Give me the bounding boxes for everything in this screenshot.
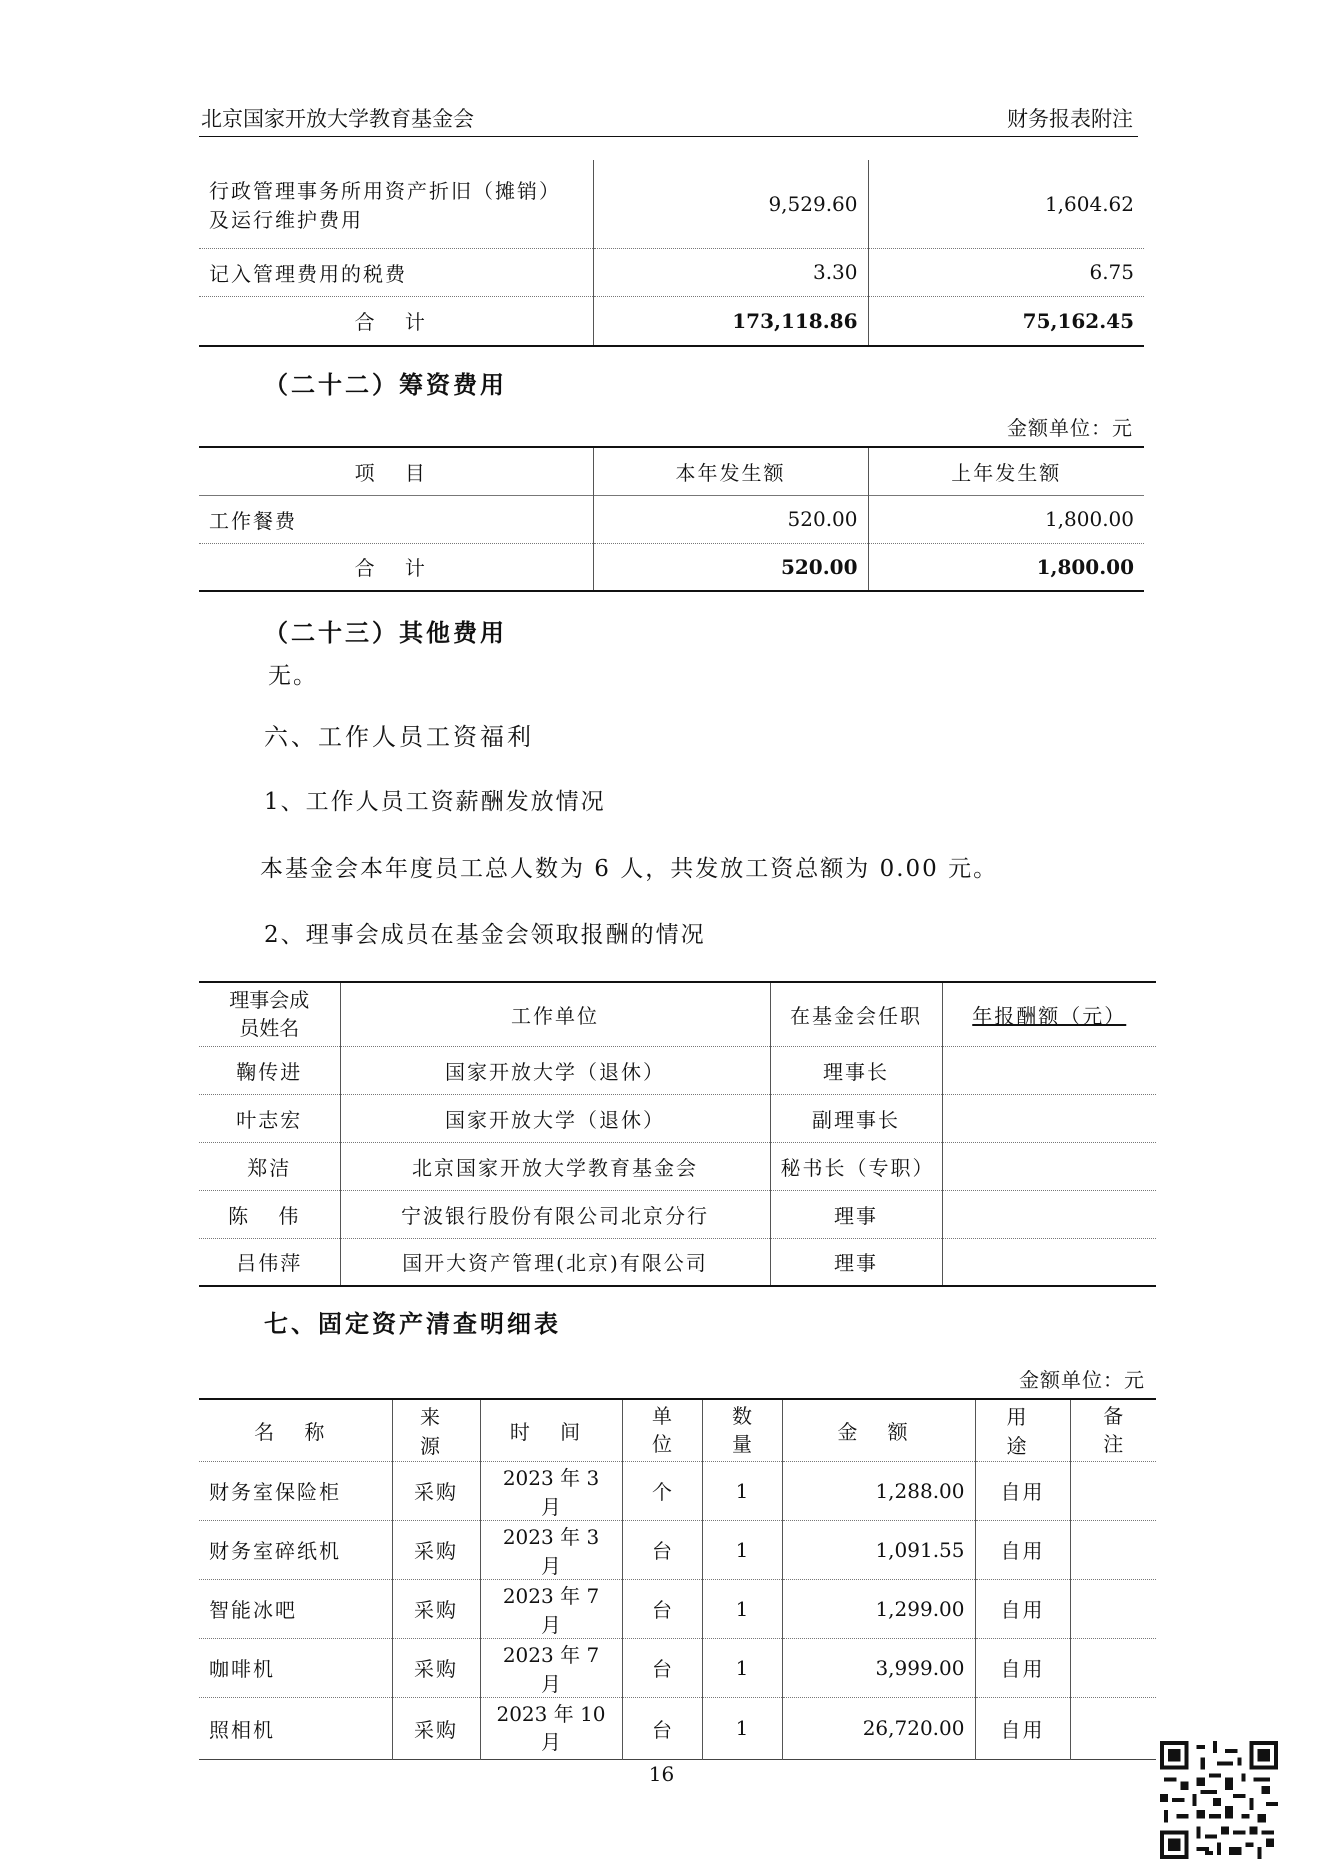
total-row [199,296,1144,346]
asset-use: 自用 [975,1638,1070,1697]
member-pay [942,1238,1156,1286]
total-previous: 1,800.00 [868,543,1144,591]
member-unit: 国家开放大学（退休） [340,1094,770,1142]
col-header-unit-l1: 单 [652,1404,672,1429]
asset-use: 自用 [975,1579,1070,1638]
row-previous: 6.75 [868,248,1144,296]
section-6-para1: 本基金会本年度员工总人数为 6 人，共发放工资总额为 0.00 元。 [260,856,999,882]
table-header-row [199,982,1156,1046]
member-pay [942,1190,1156,1238]
table-row [199,1697,1156,1759]
asset-note [1070,1461,1156,1520]
col-header-unit-l2: 位 [652,1432,672,1457]
row-current: 3.30 [593,248,868,296]
asset-note [1070,1520,1156,1579]
section-7-title: 七、固定资产清查明细表 [264,1309,561,1338]
row-current: 9,529.60 [593,160,868,248]
table-row [199,1461,1156,1520]
asset-time: 2023 年 7 月 [480,1579,622,1638]
asset-time: 2023 年 3 月 [480,1461,622,1520]
asset-time: 2023 年 7 月 [480,1638,622,1697]
section-22-unit: 金额单位：元 [1007,416,1133,440]
member-name: 鞠传进 [236,1059,303,1084]
asset-source: 采购 [392,1638,480,1697]
col-header-unit: 工作单位 [340,982,770,1046]
member-name: 叶志宏 [236,1107,303,1132]
col-header-name-line1: 理事会成 [229,988,310,1013]
asset-time-l1: 2023 年 10 [496,1702,606,1726]
member-unit: 北京国家开放大学教育基金会 [340,1142,770,1190]
asset-source: 采购 [392,1520,480,1579]
col-header-use: 用 途 [975,1399,1070,1461]
asset-unit: 台 [622,1520,702,1579]
table-row [199,160,1144,248]
col-header-item: 项 目 [354,460,437,485]
table-row [199,495,1144,543]
section-6-sub2: 2、理事会成员在基金会领取报酬的情况 [264,922,706,948]
total-label: 合 计 [354,310,437,335]
header-doc-title: 财务报表附注 [1007,107,1133,131]
col-header-qty-l2: 量 [732,1432,752,1457]
row-item-line2: 及运行维护费用 [209,207,363,232]
asset-source: 采购 [392,1461,480,1520]
col-header-note-l1: 备 [1103,1404,1124,1429]
header-rule [199,136,1138,137]
asset-source: 采购 [392,1697,480,1759]
total-previous: 75,162.45 [868,296,1144,346]
board-compensation-table [199,981,1156,1287]
member-unit: 国家开放大学（退休） [340,1046,770,1094]
asset-name: 咖啡机 [209,1657,275,1681]
member-pay [942,1094,1156,1142]
section-7-unit: 金额单位：元 [1019,1368,1145,1392]
asset-unit: 台 [622,1638,702,1697]
member-unit: 宁波银行股份有限公司北京分行 [340,1190,770,1238]
section-22-title: （二十二）筹资费用 [264,370,507,399]
section-23-title: （二十三）其他费用 [264,618,507,647]
asset-note [1070,1579,1156,1638]
asset-source: 采购 [392,1579,480,1638]
page-number: 16 [648,1762,675,1786]
asset-name: 财务室保险柜 [209,1480,341,1504]
table-header-row [199,447,1144,495]
asset-qty: 1 [702,1520,782,1579]
col-header-qty-l1: 数 [732,1404,752,1429]
asset-use: 自用 [975,1520,1070,1579]
asset-time-l2: 月 [541,1730,561,1754]
col-header-position: 在基金会任职 [770,982,942,1046]
col-header-current: 本年发生额 [593,447,868,495]
col-header-time: 时 间 [480,1399,622,1461]
asset-unit: 个 [622,1461,702,1520]
col-header-name-line2: 员姓名 [239,1016,300,1041]
member-position: 理事长 [770,1046,942,1094]
asset-note [1070,1638,1156,1697]
asset-qty: 1 [702,1697,782,1759]
col-header-pay: 年报酬额（元） [972,1003,1127,1028]
table-row [199,1520,1156,1579]
member-name: 陈 伟 [228,1203,311,1228]
table-row [199,1238,1156,1286]
member-position: 副理事长 [770,1094,942,1142]
asset-note [1070,1697,1156,1759]
table-row [199,1579,1156,1638]
asset-unit: 台 [622,1579,702,1638]
row-item: 记入管理费用的税费 [209,261,407,286]
asset-amount: 26,720.00 [782,1697,975,1759]
admin-expense-table [199,160,1144,347]
col-header-source: 来 源 [392,1399,480,1461]
member-name: 吕伟萍 [236,1251,303,1276]
member-position: 秘书长（专职） [770,1142,942,1190]
member-pay [942,1046,1156,1094]
row-previous: 1,800.00 [868,495,1144,543]
asset-use: 自用 [975,1697,1070,1759]
row-previous: 1,604.62 [868,160,1144,248]
table-row [199,248,1144,296]
member-unit: 国开大资产管理(北京)有限公司 [340,1238,770,1286]
asset-amount: 1,288.00 [782,1461,975,1520]
member-position: 理事 [770,1238,942,1286]
asset-qty: 1 [702,1579,782,1638]
asset-use: 自用 [975,1461,1070,1520]
table-row [199,1190,1156,1238]
col-header-amount: 金 额 [782,1399,975,1461]
asset-name: 财务室碎纸机 [209,1539,341,1563]
member-position: 理事 [770,1190,942,1238]
col-header-note-l2: 注 [1103,1432,1124,1457]
col-header-name: 名 称 [254,1419,337,1444]
asset-time: 2023 年 3 月 [480,1520,622,1579]
col-header-previous: 上年发生额 [868,447,1144,495]
table-row [199,1638,1156,1697]
row-item: 工作餐费 [209,508,297,533]
section-23-text: 无。 [268,663,318,689]
total-label: 合 计 [354,556,437,581]
section-6-title: 六、工作人员工资福利 [264,723,534,751]
fundraising-expense-table [199,446,1144,592]
total-row [199,543,1144,591]
row-item-line1: 行政管理事务所用资产折旧（摊销） [209,178,561,203]
asset-amount: 3,999.00 [782,1638,975,1697]
fixed-asset-table [199,1398,1156,1760]
asset-name: 照相机 [209,1717,275,1742]
row-current: 520.00 [593,495,868,543]
asset-qty: 1 [702,1461,782,1520]
asset-amount: 1,091.55 [782,1520,975,1579]
asset-name: 智能冰吧 [209,1598,297,1622]
table-row [199,1046,1156,1094]
member-pay [942,1142,1156,1190]
asset-qty: 1 [702,1638,782,1697]
total-current: 173,118.86 [593,296,868,346]
qr-code-icon [1160,1741,1278,1859]
table-row [199,1142,1156,1190]
member-name: 郑洁 [247,1155,292,1180]
total-current: 520.00 [593,543,868,591]
asset-amount: 1,299.00 [782,1579,975,1638]
table-row [199,1094,1156,1142]
asset-unit: 台 [622,1697,702,1759]
section-6-sub1: 1、工作人员工资薪酬发放情况 [264,789,606,815]
table-header-row [199,1399,1156,1461]
header-org: 北京国家开放大学教育基金会 [201,107,474,131]
